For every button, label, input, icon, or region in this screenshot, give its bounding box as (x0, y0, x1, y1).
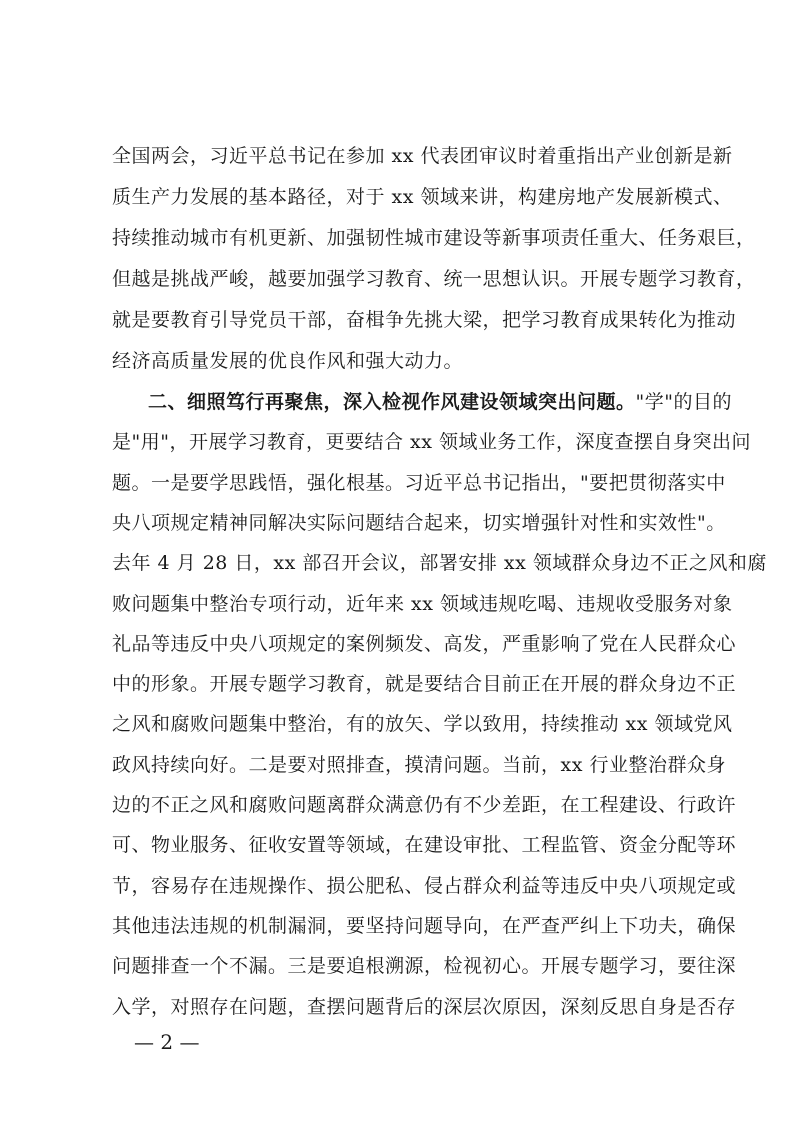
text-line: 去年 4 月 28 日，xx 部召开会议，部署安排 xx 领域群众身边不正之风和腐 (112, 552, 767, 575)
text-line: 边的不正之风和腐败问题离群众满意仍有不少差距，在工程建设、行政许 (112, 794, 737, 816)
text-line: 节，容易存在违规操作、损公肥私、侵占群众利益等违反中央八项规定或 (112, 874, 737, 897)
text-line: 礼品等违反中央八项规定的案例频发、高发，严重影响了党在人民群众心 (112, 632, 737, 655)
text-line: 其他违法违规的机制漏洞，要坚持问题导向，在严查严纠上下功夫，确保 (112, 914, 737, 937)
heading-line (148, 386, 732, 418)
text-line: 中的形象。开展专题学习教育，就是要结合目前正在开展的群众身边不正 (112, 673, 737, 696)
text-line: 败问题集中整治专项行动，近年来 xx 领域违规吃喝、违规收受服务对象 (112, 592, 733, 615)
text-line: 题。一是要学思践悟，强化根基。习近平总书记指出，"要把贯彻落实中 (112, 471, 726, 494)
heading-line-rest: "学"的目的 (635, 391, 732, 413)
page-number: — 2 — (134, 1030, 200, 1054)
text-line: 问题排查一个不漏。三是要追根溯源，检视初心。开展专题学习，要往深 (112, 955, 737, 978)
text-line: 质生产力发展的基本路径，对于 xx 领域来讲，构建房地产发展新模式、 (112, 186, 733, 208)
section-heading: 二、细照笃行再聚焦，深入检视作风建设领域突出问题。 (148, 391, 636, 413)
text-line: 但越是挑战严峻，越要加强学习教育、统一思想认识。开展专题学习教育， (112, 268, 756, 290)
text-line: 全国两会，习近平总书记在参加 xx 代表团审议时着重指出产业创新是新 (112, 145, 733, 167)
text-line: 之风和腐败问题集中整治，有的放矢、学以致用，持续推动 xx 领域党风 (112, 713, 733, 736)
text-line: 经济高质量发展的优良作风和强大动力。 (112, 350, 464, 372)
text-line: 就是要教育引导党员干部，奋楫争先挑大梁，把学习教育成果转化为推动 (112, 309, 737, 331)
text-line: 央八项规定精神同解决实际问题结合起来，切实增强针对性和实效性"。 (112, 511, 726, 534)
text-line: 可、物业服务、征收安置等领域，在建设审批、工程监管、资金分配等环 (112, 834, 737, 857)
text-line: 持续推动城市有机更新、加强韧性城市建设等新事项责任重大、任务艰巨， (112, 227, 756, 249)
text-line: 入学，对照存在问题，查摆问题背后的深层次原因，深刻反思自身是否存 (112, 995, 737, 1018)
text-line: 是"用"，开展学习教育，更要结合 xx 领域业务工作，深度查摆自身突出问 (112, 431, 751, 454)
text-line: 政风持续向好。二是要对照排查，摸清问题。当前，xx 行业整治群众身 (112, 753, 726, 776)
